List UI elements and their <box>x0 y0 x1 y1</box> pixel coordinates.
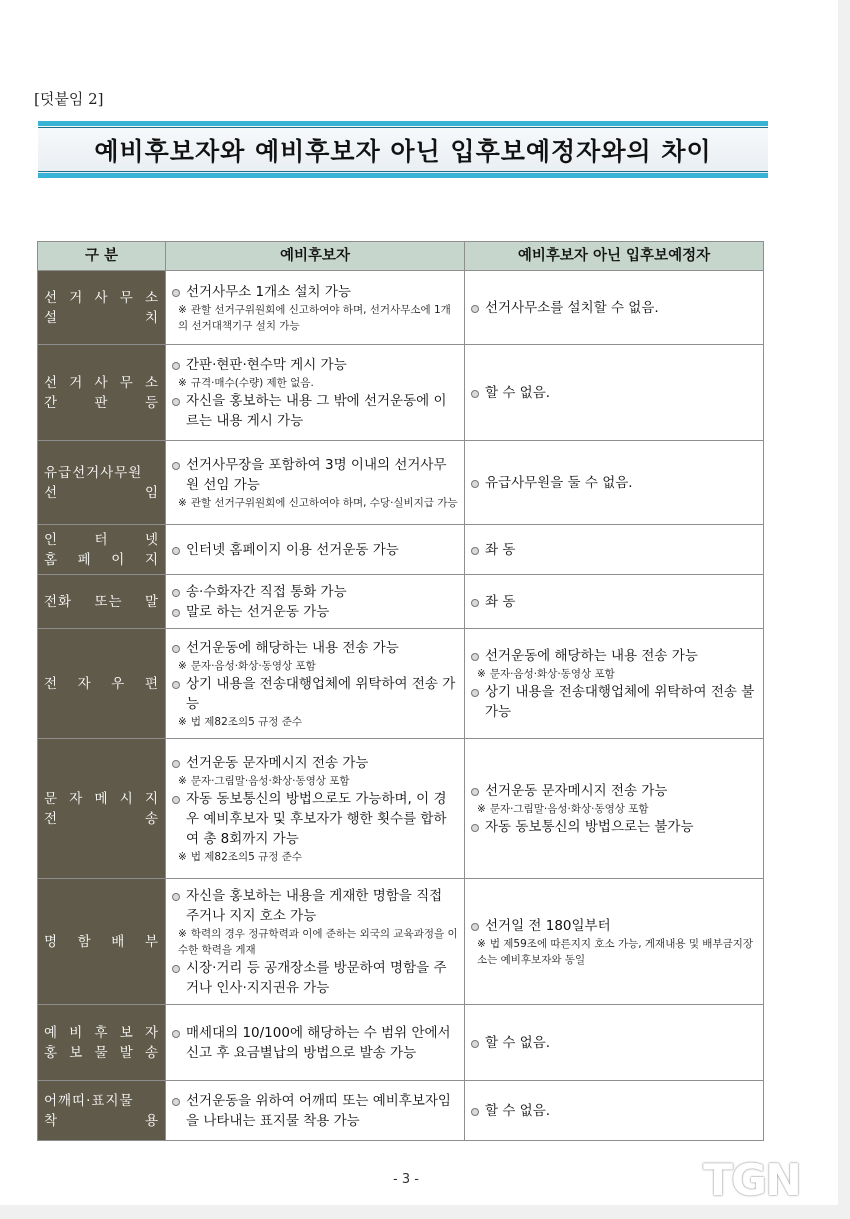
table-row <box>38 525 764 575</box>
note-text: 학력의 경우 정규학력과 이에 준하는 외국의 교육과정을 이수한 학력을 게재 <box>178 927 458 956</box>
note-text: 법 제82조의5 규정 준수 <box>190 850 303 863</box>
bullet-item: 자동 동보통신의 방법으로도 가능하며, 이 경우 예비후보자 및 후보자가 행한 횟수를 합하여 총 8회까지 가능 <box>172 789 458 849</box>
comparison-table <box>37 241 764 1141</box>
reference-mark: ※ <box>178 774 187 787</box>
note-text: 규격·매수(수량) 제한 없음. <box>190 376 314 389</box>
cell-preliminary-candidate <box>166 575 465 629</box>
table-row <box>38 271 764 345</box>
cell-preliminary-candidate <box>166 1081 465 1141</box>
cell-non-preliminary-candidate <box>465 345 764 441</box>
note-item <box>172 926 458 958</box>
reference-mark: ※ <box>477 937 486 950</box>
title-banner <box>38 121 768 178</box>
cell-non-preliminary-candidate <box>465 1081 764 1141</box>
cell-preliminary-candidate <box>166 629 465 739</box>
bullet-item: 선거사무소를 설치할 수 없음. <box>471 298 757 318</box>
document-title: 예비후보자와 예비후보자 아닌 입후보예정자와의 차이 <box>94 136 712 166</box>
header-preliminary-candidate: 예비후보자 <box>166 242 465 271</box>
reference-mark: ※ <box>477 667 486 680</box>
bullet-item: 할 수 없음. <box>471 383 757 403</box>
table-row <box>38 739 764 879</box>
category-line: 예 비 후 보 자 <box>44 1024 159 1041</box>
cell-preliminary-candidate <box>166 271 465 345</box>
cell-preliminary-candidate <box>166 345 465 441</box>
header-non-preliminary-candidate: 예비후보자 아닌 입후보예정자 <box>465 242 764 271</box>
category-line: 선 거 사 무 소 <box>44 374 159 391</box>
category-line: 인 터 넷 <box>44 531 159 548</box>
category-line: 전화 또는 말 <box>44 593 159 610</box>
bullet-item: 선거운동 문자메시지 전송 가능 <box>471 781 757 801</box>
row-category <box>38 441 166 525</box>
category-line: 설 치 <box>44 309 159 326</box>
category-line: 선 임 <box>44 484 159 501</box>
bullet-item: 선거일 전 180일부터 <box>471 916 757 936</box>
note-item <box>172 302 458 334</box>
note-item <box>172 375 458 391</box>
bullet-item: 선거운동 문자메시지 전송 가능 <box>172 753 458 773</box>
bullet-item: 말로 하는 선거운동 가능 <box>172 602 458 622</box>
bullet-item: 송·수화자간 직접 통화 가능 <box>172 582 458 602</box>
note-item <box>172 495 458 511</box>
bullet-item: 유급사무원을 둘 수 없음. <box>471 473 757 493</box>
note-item <box>172 714 458 730</box>
reference-mark: ※ <box>178 659 187 672</box>
cell-non-preliminary-candidate <box>465 575 764 629</box>
bullet-item: 매세대의 10/100에 해당하는 수 범위 안에서 신고 후 요금별납의 방법으로 발송 가능 <box>172 1023 458 1063</box>
bullet-item: 좌 동 <box>471 540 757 560</box>
category-line: 명 함 배 부 <box>44 933 159 950</box>
category-line: 어깨띠·표지물 <box>44 1092 134 1109</box>
bullet-item: 선거운동에 해당하는 내용 전송 가능 <box>172 638 458 658</box>
reference-mark: ※ <box>178 715 187 728</box>
bullet-item: 인터넷 홈페이지 이용 선거운동 가능 <box>172 540 458 560</box>
table-header-row <box>38 242 764 271</box>
category-line: 착 용 <box>44 1112 159 1129</box>
table-row <box>38 441 764 525</box>
note-item <box>471 801 757 817</box>
row-category <box>38 629 166 739</box>
note-item <box>471 666 757 682</box>
page-number: - 3 - <box>393 1172 419 1187</box>
note-text: 법 제82조의5 규정 준수 <box>190 715 303 728</box>
cell-preliminary-candidate <box>166 879 465 1005</box>
category-line: 선 거 사 무 소 <box>44 289 159 306</box>
table-row <box>38 1005 764 1081</box>
bullet-item: 할 수 없음. <box>471 1101 757 1121</box>
table-row <box>38 575 764 629</box>
row-category <box>38 1081 166 1141</box>
table-row <box>38 345 764 441</box>
row-category <box>38 345 166 441</box>
table-row <box>38 1081 764 1141</box>
cell-preliminary-candidate <box>166 441 465 525</box>
category-line: 전 자 우 편 <box>44 675 159 692</box>
note-text: 관할 선거구위원회에 신고하여야 하며, 선거사무소에 1개의 선거대책기구 설치 가능 <box>178 303 451 332</box>
cell-non-preliminary-candidate <box>465 629 764 739</box>
note-item <box>172 658 458 674</box>
bullet-item: 좌 동 <box>471 592 757 612</box>
note-item <box>172 849 458 865</box>
row-category <box>38 1005 166 1081</box>
reference-mark: ※ <box>477 802 486 815</box>
row-category <box>38 879 166 1005</box>
header-category: 구 분 <box>38 242 166 271</box>
reference-mark: ※ <box>178 376 187 389</box>
category-line: 홍 보 물 발 송 <box>44 1044 159 1061</box>
category-line: 홈 페 이 지 <box>44 551 159 568</box>
cell-preliminary-candidate <box>166 525 465 575</box>
category-line: 문 자 메 시 지 <box>44 790 159 807</box>
note-text: 문자·그림말·음성·화상·동영상 포함 <box>190 774 350 787</box>
bullet-item: 할 수 없음. <box>471 1033 757 1053</box>
bullet-item: 자신을 홍보하는 내용을 게재한 명함을 직접 주거나 지지 호소 가능 <box>172 886 458 926</box>
reference-mark: ※ <box>178 303 187 316</box>
note-item <box>471 936 757 968</box>
bullet-item: 선거운동을 위하여 어깨띠 또는 예비후보자임을 나타내는 표지물 착용 가능 <box>172 1091 458 1131</box>
bullet-item: 선거사무장을 포함하여 3명 이내의 선거사무원 선임 가능 <box>172 455 458 495</box>
watermark-logo: TGN <box>703 1155 800 1206</box>
table-row <box>38 629 764 739</box>
cell-non-preliminary-candidate <box>465 879 764 1005</box>
bullet-item: 자동 동보통신의 방법으로는 불가능 <box>471 817 757 837</box>
row-category <box>38 271 166 345</box>
bullet-item: 선거운동에 해당하는 내용 전송 가능 <box>471 646 757 666</box>
bullet-item: 상기 내용을 전송대행업체에 위탁하여 전송 가능 <box>172 674 458 714</box>
cell-preliminary-candidate <box>166 739 465 879</box>
row-category <box>38 575 166 629</box>
row-category <box>38 739 166 879</box>
reference-mark: ※ <box>178 496 187 509</box>
note-text: 관할 선거구위원회에 신고하여야 하며, 수당·실비지급 가능 <box>190 496 458 509</box>
cell-non-preliminary-candidate <box>465 271 764 345</box>
note-item <box>172 773 458 789</box>
bullet-item: 시장·거리 등 공개장소를 방문하여 명함을 주거나 인사·지지권유 가능 <box>172 958 458 998</box>
cell-preliminary-candidate <box>166 1005 465 1081</box>
category-line: 전 송 <box>44 810 159 827</box>
bullet-item: 간판·현판·현수막 게시 가능 <box>172 355 458 375</box>
cell-non-preliminary-candidate <box>465 739 764 879</box>
bullet-item: 선거사무소 1개소 설치 가능 <box>172 282 458 302</box>
category-line: 간 판 등 <box>44 394 159 411</box>
table-row <box>38 879 764 1005</box>
row-category <box>38 525 166 575</box>
attachment-label: [덧붙임 2] <box>34 90 104 108</box>
bullet-item: 자신을 홍보하는 내용 그 밖에 선거운동에 이르는 내용 게시 가능 <box>172 391 458 431</box>
reference-mark: ※ <box>178 927 187 940</box>
cell-non-preliminary-candidate <box>465 441 764 525</box>
bullet-item: 상기 내용을 전송대행업체에 위탁하여 전송 불가능 <box>471 682 757 722</box>
cell-non-preliminary-candidate <box>465 1005 764 1081</box>
category-line: 유급선거사무원 <box>44 464 143 481</box>
note-text: 문자·음성·화상·동영상 포함 <box>489 667 615 680</box>
note-text: 문자·그림말·음성·화상·동영상 포함 <box>489 802 649 815</box>
note-text: 법 제59조에 따른지지 호소 가능, 게재내용 및 배부금지장소는 예비후보자와 동일 <box>477 937 754 966</box>
cell-non-preliminary-candidate <box>465 525 764 575</box>
note-text: 문자·음성·화상·동영상 포함 <box>190 659 316 672</box>
reference-mark: ※ <box>178 850 187 863</box>
